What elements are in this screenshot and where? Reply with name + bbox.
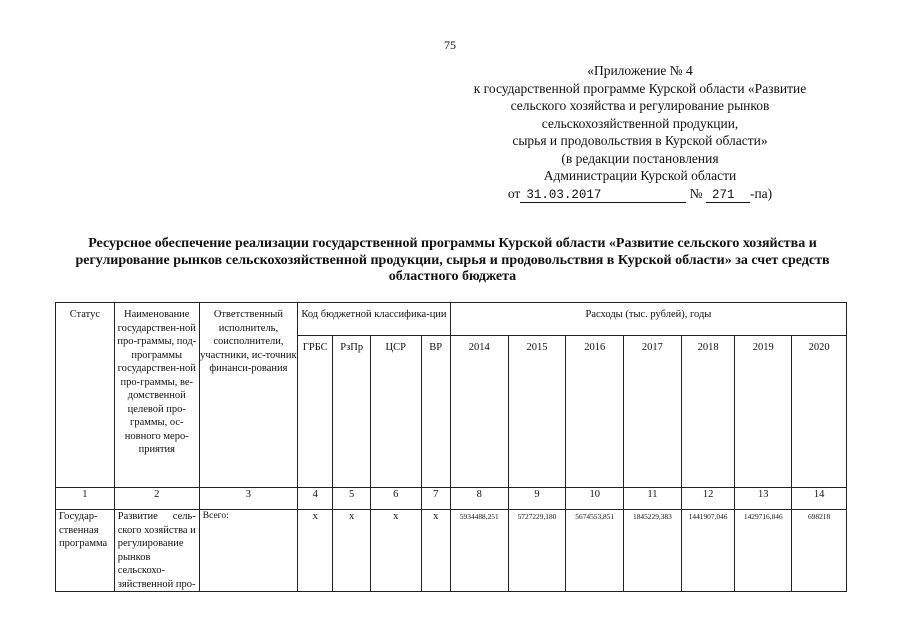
expense-cell: 1441907,046 (681, 510, 735, 592)
appendix-line: (в редакции постановления (561, 150, 719, 166)
column-number: 3 (199, 488, 297, 510)
appendix-line: «Приложение № 4 (587, 63, 693, 78)
budget-code-header: Код бюджетной классифика-ции (298, 303, 451, 336)
resource-table (55, 302, 847, 592)
year-header: 2017 (624, 336, 682, 488)
csr-header: ЦСР (370, 336, 421, 488)
column-number: 5 (333, 488, 370, 510)
column-number: 14 (792, 488, 847, 510)
status-header: Статус (56, 303, 115, 488)
year-header: 2018 (681, 336, 735, 488)
expense-cell: 698218 (792, 510, 847, 592)
column-number: 2 (114, 488, 199, 510)
year-header: 2020 (792, 336, 847, 488)
expense-cell: 5674553,851 (566, 510, 624, 592)
vr-header: ВР (421, 336, 450, 488)
rzpr-cell: x (333, 510, 370, 592)
header-row (56, 303, 847, 336)
expense-cell: 5727229,180 (508, 510, 566, 592)
year-header: 2019 (735, 336, 792, 488)
rzpr-header: РзПр (333, 336, 370, 488)
year-header: 2014 (450, 336, 508, 488)
column-number: 7 (421, 488, 450, 510)
expense-cell: 1429716,846 (735, 510, 792, 592)
program-name-cell: Развитие сель-ского хозяйства и регулирование рынков сельскохо-зяйственной про- (114, 510, 199, 592)
grbs-cell: x (298, 510, 333, 592)
column-number-row (56, 488, 847, 510)
column-number: 12 (681, 488, 735, 510)
year-header: 2016 (566, 336, 624, 488)
column-number: 11 (624, 488, 682, 510)
column-number: 4 (298, 488, 333, 510)
date-prefix: от (507, 185, 521, 201)
appendix-line: сельскохозяйственной продукции, (541, 115, 739, 131)
document-title: Ресурсное обеспечение реализации государственной программы Курской области «Развитие сельского хозяйства и регулирование рынков сельскохозяйственной продукции, сырья и продовольствия в Курской области» за счет средств областного бюджета (75, 236, 830, 284)
csr-cell: x (370, 510, 421, 592)
year-header: 2015 (508, 336, 566, 488)
responsible-cell: Всего: (199, 510, 297, 592)
decree-date: 31.03.2017 (520, 188, 686, 203)
appendix-block (430, 62, 850, 203)
appendix-line: сельского хозяйства и регулирование рынков (510, 98, 770, 113)
grbs-header: ГРБС (298, 336, 333, 488)
appendix-line: к государственной программе Курской области «Развитие (473, 80, 807, 96)
column-number: 13 (735, 488, 792, 510)
column-number: 9 (508, 488, 566, 510)
column-number: 8 (450, 488, 508, 510)
number-suffix: -па) (749, 185, 773, 201)
column-number: 6 (370, 488, 421, 510)
expense-cell: 5934488,251 (450, 510, 508, 592)
name-header: Наименование государствен-ной про-граммы, под-программы государствен-ной про-граммы, ве-домственной целевой про-граммы, ос-новного меро-приятия (114, 303, 199, 488)
appendix-line: Администрации Курской области (543, 168, 737, 183)
status-cell: Государ-ственная программа (56, 510, 115, 592)
page-number: 75 (444, 38, 456, 52)
responsible-header: Ответственный исполнитель, соисполнители, участники, ис-точник финанси-рования (199, 303, 297, 488)
decree-number: 271 (706, 188, 750, 203)
number-prefix: № (689, 185, 703, 201)
expenses-header: Расходы (тыс. рублей), годы (450, 303, 846, 336)
appendix-line: сырья и продовольствия в Курской области» (512, 133, 768, 148)
expense-cell: 1845229,383 (624, 510, 682, 592)
column-number: 1 (56, 488, 115, 510)
table-row (56, 510, 847, 592)
vr-cell: x (421, 510, 450, 592)
column-number: 10 (566, 488, 624, 510)
decree-line (508, 185, 772, 203)
